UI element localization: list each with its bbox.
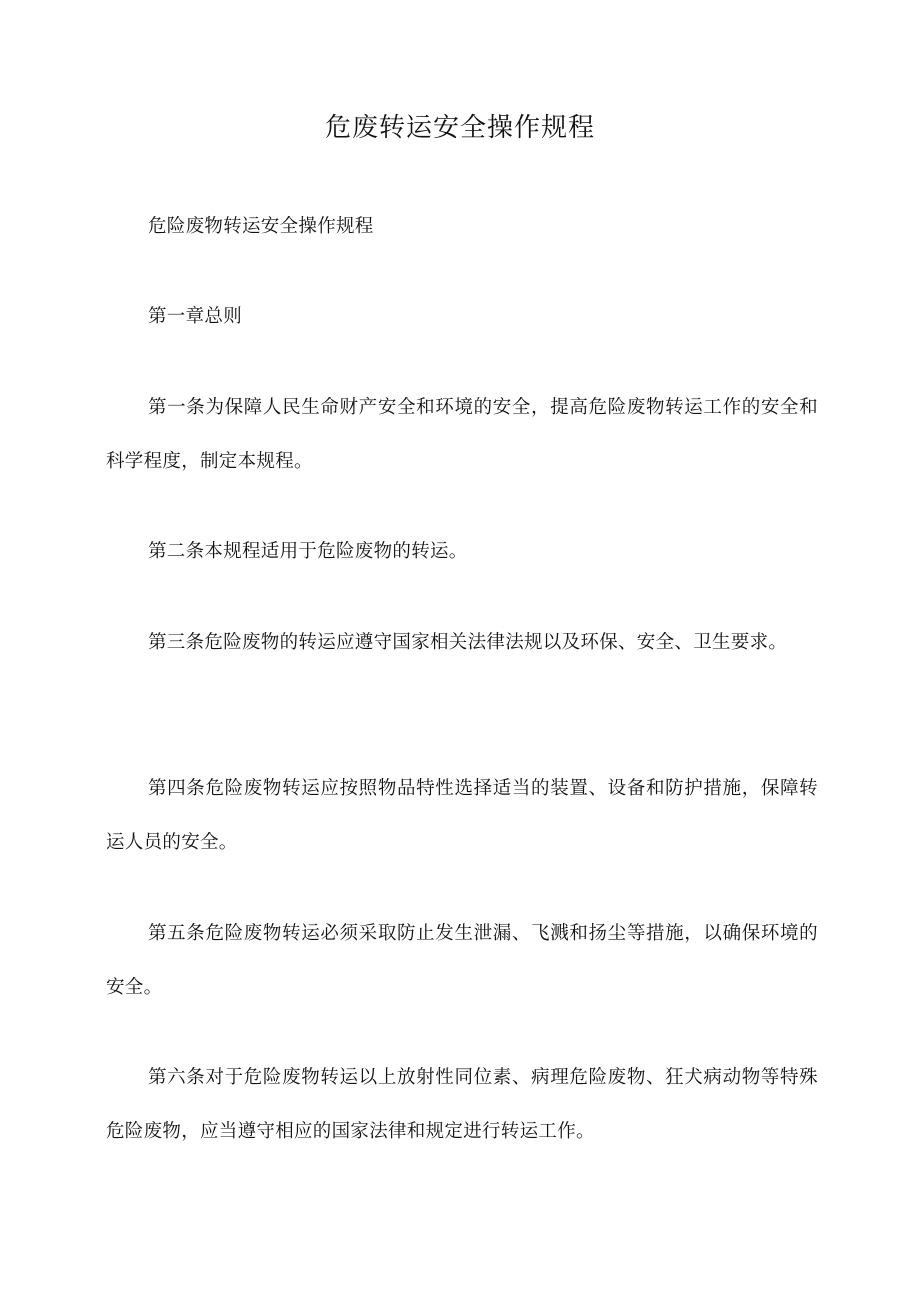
paragraph-article-2: 第二条本规程适用于危险废物的转运。 (148, 541, 468, 562)
paragraph-article-1: 第一条为保障人民生命财产安全和环境的安全，提高危险废物转运工作的安全和科学程度，制定本规程。 (106, 397, 818, 472)
paragraph-article-5: 第五条危险废物转运必须采取防止发生泄漏、飞溅和扬尘等措施，以确保环境的安全。 (106, 923, 818, 998)
paragraph-article-4: 第四条危险废物转运应按照物品特性选择适当的装置、设备和防护措施，保障转运人员的安全。 (106, 778, 818, 853)
paragraph-chapter-heading: 第一章总则 (148, 306, 243, 327)
paragraph-subtitle: 危险废物转运安全操作规程 (148, 216, 374, 237)
document-title: 危废转运安全操作规程 (324, 113, 595, 143)
paragraph-article-3: 第三条危险废物的转运应遵守国家相关法律法规以及环保、安全、卫生要求。 (148, 632, 788, 653)
paragraph-article-6: 第六条对于危险废物转运以上放射性同位素、病理危险废物、狂犬病动物等特殊危险废物，应当遵守相应的国家法律和规定进行转运工作。 (106, 1067, 818, 1142)
